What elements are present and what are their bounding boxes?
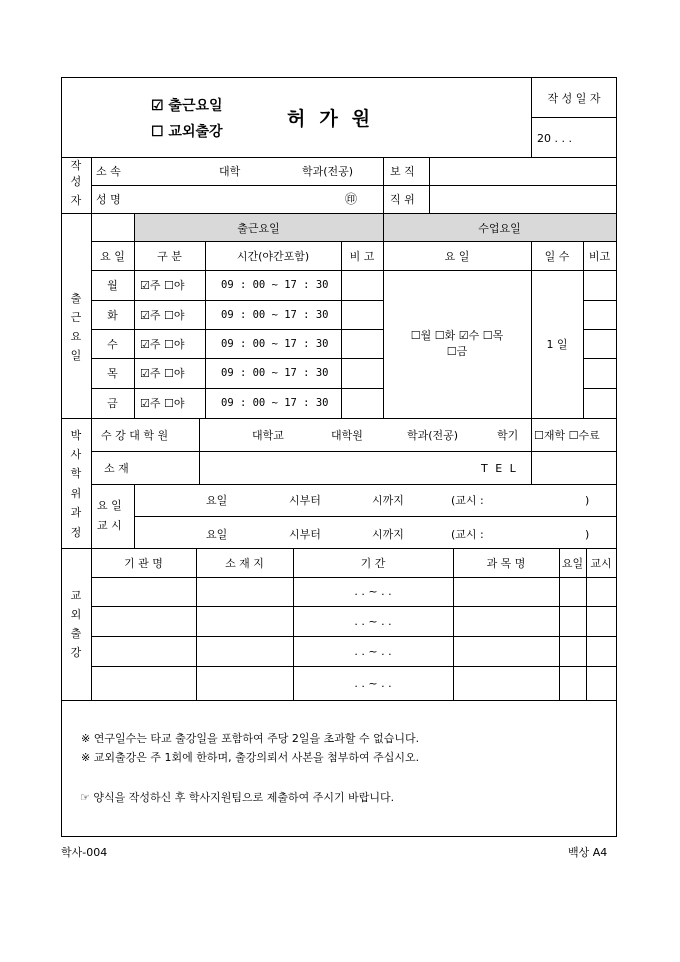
period-field[interactable]: . . ~ . . (354, 585, 392, 598)
rank-label: 직 위 (390, 193, 415, 206)
lecture-period-header: 교시 (590, 557, 612, 570)
form-code: 학사-004 (61, 846, 108, 859)
university-field[interactable]: 대학교 (252, 429, 284, 442)
department-field[interactable]: 학과(전공) (407, 429, 459, 442)
checkbox-attendance-day[interactable]: ☑ 출근요일 (151, 98, 223, 114)
seal-mark: ㊞ (345, 192, 358, 206)
type-header: 구 분 (157, 250, 182, 263)
time-header: 시간(야간포함) (236, 250, 310, 263)
type-checkbox[interactable]: ☑주 ☐야 (140, 279, 185, 292)
period-label: 교 시 (97, 519, 122, 532)
location-label: 소 재 (104, 462, 129, 475)
group-class-header: 수업요일 (478, 222, 521, 235)
type-checkbox[interactable]: ☑주 ☐야 (140, 338, 185, 351)
note-header: 비 고 (349, 250, 375, 263)
period-field[interactable]: . . ~ . . (354, 677, 392, 690)
checkbox-external-lecture[interactable]: ☐ 교외출강 (151, 124, 223, 140)
group-attendance-header: 출근요일 (237, 222, 280, 235)
graduate-school-label: 수 강 대 학 원 (101, 429, 169, 442)
type-checkbox[interactable]: ☑주 ☐야 (140, 367, 185, 380)
type-checkbox[interactable]: ☑주 ☐야 (140, 309, 185, 322)
page-title: 허가원 (287, 108, 385, 130)
affiliation-university[interactable]: 대학 (219, 165, 241, 178)
note-external-lecture: ※ 교외출강은 주 1회에 한하며, 출강의뢰서 사본을 첨부하여 주십시오. (81, 751, 420, 764)
day-column-header: 요 일 (100, 250, 125, 263)
affiliation-department[interactable]: 학과(전공) (302, 165, 354, 178)
type-checkbox[interactable]: ☑주 ☐야 (140, 397, 185, 410)
lecture-day-header: 요일 (561, 557, 584, 570)
date-value[interactable]: 20 . . . (537, 132, 572, 145)
class-days-checkboxes-2[interactable]: ☐금 (446, 345, 468, 358)
enrollment-status-checkboxes[interactable]: ☐재학 ☐수료 (534, 429, 600, 442)
location-header: 소 재 지 (225, 557, 264, 570)
semester-field[interactable]: 학기 (497, 429, 519, 442)
date-label: 작 성 일 자 (547, 92, 601, 105)
day-label: 요 일 (97, 499, 122, 512)
position-label: 보 직 (390, 165, 415, 178)
subject-header: 과 목 명 (486, 557, 526, 570)
name-label: 성 명 (96, 193, 121, 206)
note-submission: ☞ 양식을 작성하신 후 학사지원팀으로 제출하여 주시기 바랍니다. (80, 791, 395, 804)
period-field[interactable]: . . ~ . . (354, 645, 392, 658)
paper-size: 백상 A4 (568, 846, 608, 859)
day-count[interactable]: 1 일 (546, 338, 568, 351)
class-days-checkboxes[interactable]: ☐월 ☐화 ☑수 ☐목 (410, 329, 504, 342)
affiliation-label: 소 속 (96, 165, 121, 178)
note-research-days: ※ 연구일수는 타교 출강일을 포함하여 주당 2일을 초과할 수 없습니다. (81, 732, 420, 745)
period-field[interactable]: . . ~ . . (354, 615, 392, 628)
tel-label: T E L (481, 462, 518, 475)
graduate-field[interactable]: 대학원 (331, 429, 363, 442)
period-header: 기 간 (360, 557, 386, 570)
class-day-header: 요 일 (444, 250, 470, 263)
note2-header: 비고 (588, 250, 611, 263)
count-header: 일 수 (544, 250, 570, 263)
institution-header: 기 관 명 (124, 557, 163, 570)
